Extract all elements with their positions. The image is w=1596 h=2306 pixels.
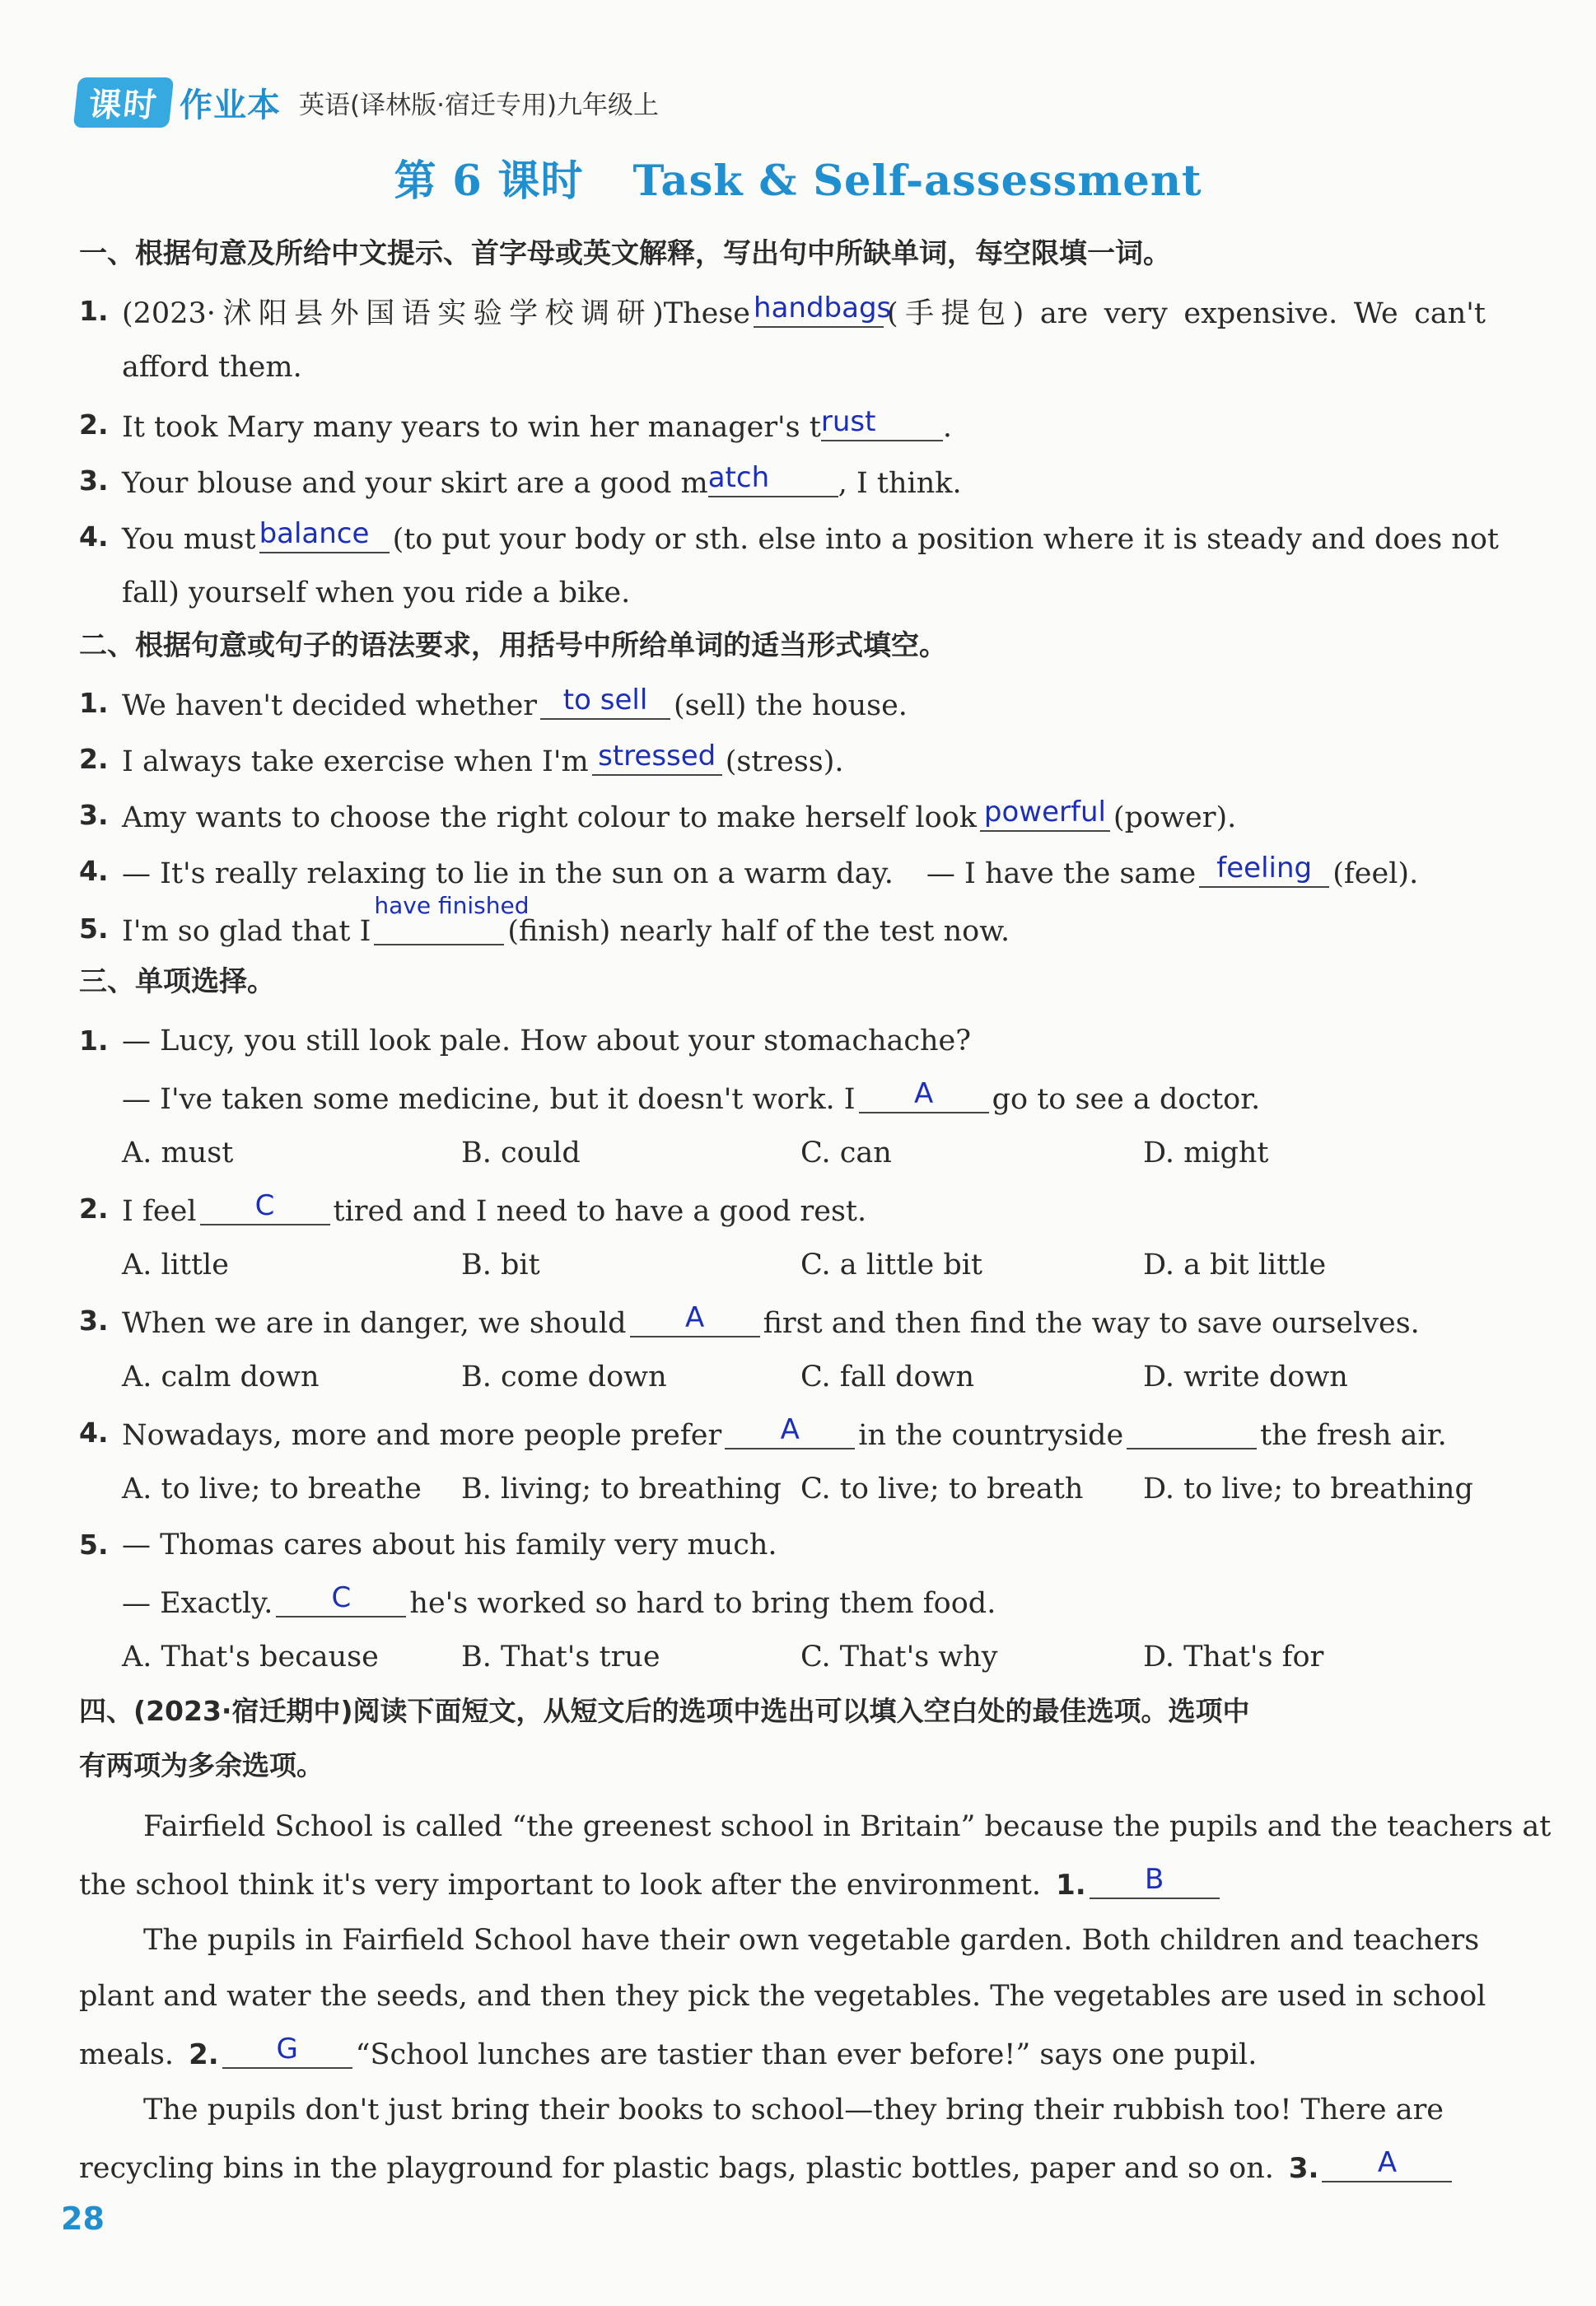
s1-q4-cont: fall) yourself when you ride a bike. <box>122 576 631 609</box>
s3-q3-option-c: C. fall down <box>800 1361 975 1393</box>
passage-p3-line1: The pupils don't just bring their books to school—they bring their rubbish too! There are <box>143 2094 1444 2126</box>
s3-q2-option-a: A. little <box>122 1249 229 1281</box>
s3-q1-option-b: B. could <box>461 1137 581 1169</box>
s3-q5-blank: C <box>276 1583 406 1617</box>
s3-q1-option-a: A. must <box>122 1137 234 1169</box>
s3-q3-option-d: D. write down <box>1143 1361 1348 1393</box>
s2-q5-blank: have finished <box>374 911 504 945</box>
s1-q4-blank: balance <box>259 519 390 553</box>
passage-p2-line3: meals. 2. G “School lunches are tastier than ever before!” says one pupil. <box>79 2033 1258 2071</box>
passage-blank-3: A <box>1322 2148 1452 2182</box>
passage-p3-line2: recycling bins in the playground for plastic bags, plastic bottles, paper and so on. 3. A <box>79 2148 1455 2187</box>
s2-q3-blank: powerful <box>980 797 1110 832</box>
s3-q1-blank: A <box>859 1079 989 1113</box>
s3-q4-option-b: B. living; to breathing <box>461 1473 782 1505</box>
s2-q3-number: 3. <box>79 799 109 831</box>
passage-blank-1-number: 1. <box>1056 1869 1086 1902</box>
passage-blank-2-number: 2. <box>189 2038 219 2071</box>
section-4-heading: 四、(2023·宿迁期中)阅读下面短文，从短文后的选项中选出可以填入空白处的最佳选项。选项中 <box>79 1695 1250 1727</box>
s1-q1-blank: handbags <box>754 293 884 328</box>
s3-q1-line1: — Lucy, you still look pale. How about your stomachache? <box>122 1025 972 1057</box>
s3-q1-number: 1. <box>79 1025 109 1057</box>
s1-q4: You must balance (to put your body or sth. else into a position where it is steady and does not <box>122 517 1499 556</box>
s3-q2-blank: C <box>200 1191 330 1225</box>
s3-q2-number: 2. <box>79 1193 109 1225</box>
s3-q5-option-a: A. That's because <box>122 1641 379 1673</box>
s3-q5-option-b: B. That's true <box>461 1641 660 1673</box>
lesson-number: 第 6 课时 <box>394 156 584 206</box>
s2-q2: I always take exercise when I'm stressed (stress). <box>122 740 844 778</box>
section-1-heading: 一、根据句意及所给中文提示、首字母或英文解释，写出句中所缺单词，每空限填一词。 <box>79 237 1171 270</box>
section-4-heading-cont: 有两项为多余选项。 <box>79 1749 324 1781</box>
book-subject: 英语(译林版·宿迁专用)九年级上 <box>299 90 660 120</box>
s3-q3-option-a: A. calm down <box>122 1361 320 1393</box>
s2-q2-blank: stressed <box>592 741 722 776</box>
s3-q3-blank: A <box>630 1303 760 1337</box>
s3-q1-option-c: C. can <box>800 1137 892 1169</box>
book-header <box>76 79 659 125</box>
section-3-heading: 三、单项选择。 <box>79 965 275 998</box>
s3-q4-option-d: D. to live; to breathing <box>1143 1473 1473 1505</box>
s3-q4-blank-1: A <box>725 1415 855 1449</box>
s3-q4-option-c: C. to live; to breath <box>800 1473 1084 1505</box>
s2-q5: I'm so glad that I have finished (finish) nearly half of the test now. <box>122 892 1010 948</box>
s3-q3-number: 3. <box>79 1305 109 1337</box>
s1-q3-blank: atch <box>708 463 838 497</box>
s3-q2-option-d: D. a bit little <box>1143 1249 1327 1281</box>
s3-q5-option-c: C. That's why <box>800 1641 998 1673</box>
s2-q4-blank: feeling <box>1199 853 1329 888</box>
s1-q2-blank: rust <box>821 407 943 441</box>
s3-q5-line1: — Thomas cares about his family very much. <box>122 1529 777 1561</box>
page-title <box>0 147 1596 208</box>
s3-q3: When we are in danger, we should A first and then find the way to save ourselves. <box>122 1301 1420 1340</box>
s2-q4: — It's really relaxing to lie in the sun on a warm day. — I have the same feeling (feel). <box>122 852 1419 890</box>
s2-q1-blank: to sell <box>540 685 670 720</box>
s3-q2-option-c: C. a little bit <box>800 1249 982 1281</box>
s3-q5-option-d: D. That's for <box>1143 1641 1324 1673</box>
s3-q2-option-b: B. bit <box>461 1249 540 1281</box>
s3-q1-option-d: D. might <box>1143 1137 1269 1169</box>
passage-p2-line1: The pupils in Fairfield School have their own vegetable garden. Both children and teachers <box>143 1924 1480 1957</box>
s3-q4-number: 4. <box>79 1417 109 1449</box>
s3-q3-option-b: B. come down <box>461 1361 667 1393</box>
s2-q5-number: 5. <box>79 913 109 945</box>
s2-q4-number: 4. <box>79 855 109 887</box>
s2-q3: Amy wants to choose the right colour to make herself look powerful (power). <box>122 796 1237 834</box>
s1-q3-number: 3. <box>79 464 109 497</box>
passage-p1-line1: Fairfield School is called “the greenest school in Britain” because the pupils and the teachers at <box>143 1810 1552 1843</box>
page-number: 28 <box>61 2201 105 2237</box>
s1-q3: Your blouse and your skirt are a good m atch , I think. <box>122 461 962 500</box>
s1-q2-number: 2. <box>79 408 109 441</box>
s3-q4: Nowadays, more and more people prefer A in the countryside the fresh air. <box>122 1413 1447 1452</box>
book-brand: 作业本 <box>180 86 281 124</box>
s3-q4-option-a: A. to live; to breathe <box>122 1473 422 1505</box>
s3-q5-number: 5. <box>79 1529 109 1561</box>
passage-p1-line2: the school think it's very important to look after the environment. 1. B <box>79 1865 1223 1903</box>
book-logo: 课时 <box>73 77 174 128</box>
s1-q1-cont: afford them. <box>122 351 302 384</box>
s3-q2: I feel C tired and I need to have a good rest. <box>122 1189 867 1228</box>
s1-q1: (2023·沭阳县外国语实验学校调研)These handbags (手提包) are very expensive. We can't <box>122 292 1486 330</box>
s3-q4-blank-2 <box>1127 1415 1257 1449</box>
s3-q5-line2: — Exactly. C he's worked so hard to bring them food. <box>122 1581 996 1620</box>
s1-q4-number: 4. <box>79 520 109 553</box>
s2-q1: We haven't decided whether to sell (sell) the house. <box>122 684 908 722</box>
passage-p2-line2: plant and water the seeds, and then they pick the vegetables. The vegetables are used in school <box>79 1980 1486 2013</box>
passage-blank-3-number: 3. <box>1288 2152 1319 2185</box>
lesson-topic: Task & Self-assessment <box>632 156 1202 206</box>
section-2-heading: 二、根据句意或句子的语法要求，用括号中所给单词的适当形式填空。 <box>79 629 947 662</box>
s2-q2-number: 2. <box>79 743 109 775</box>
passage-blank-1: B <box>1090 1865 1220 1899</box>
s3-q1-line2: — I've taken some medicine, but it doesn't work. I A go to see a doctor. <box>122 1077 1261 1116</box>
s1-q1-number: 1. <box>79 295 109 327</box>
s2-q1-number: 1. <box>79 687 109 719</box>
passage-blank-2: G <box>222 2034 352 2069</box>
s1-q2: It took Mary many years to win her manager's t rust . <box>122 405 952 444</box>
